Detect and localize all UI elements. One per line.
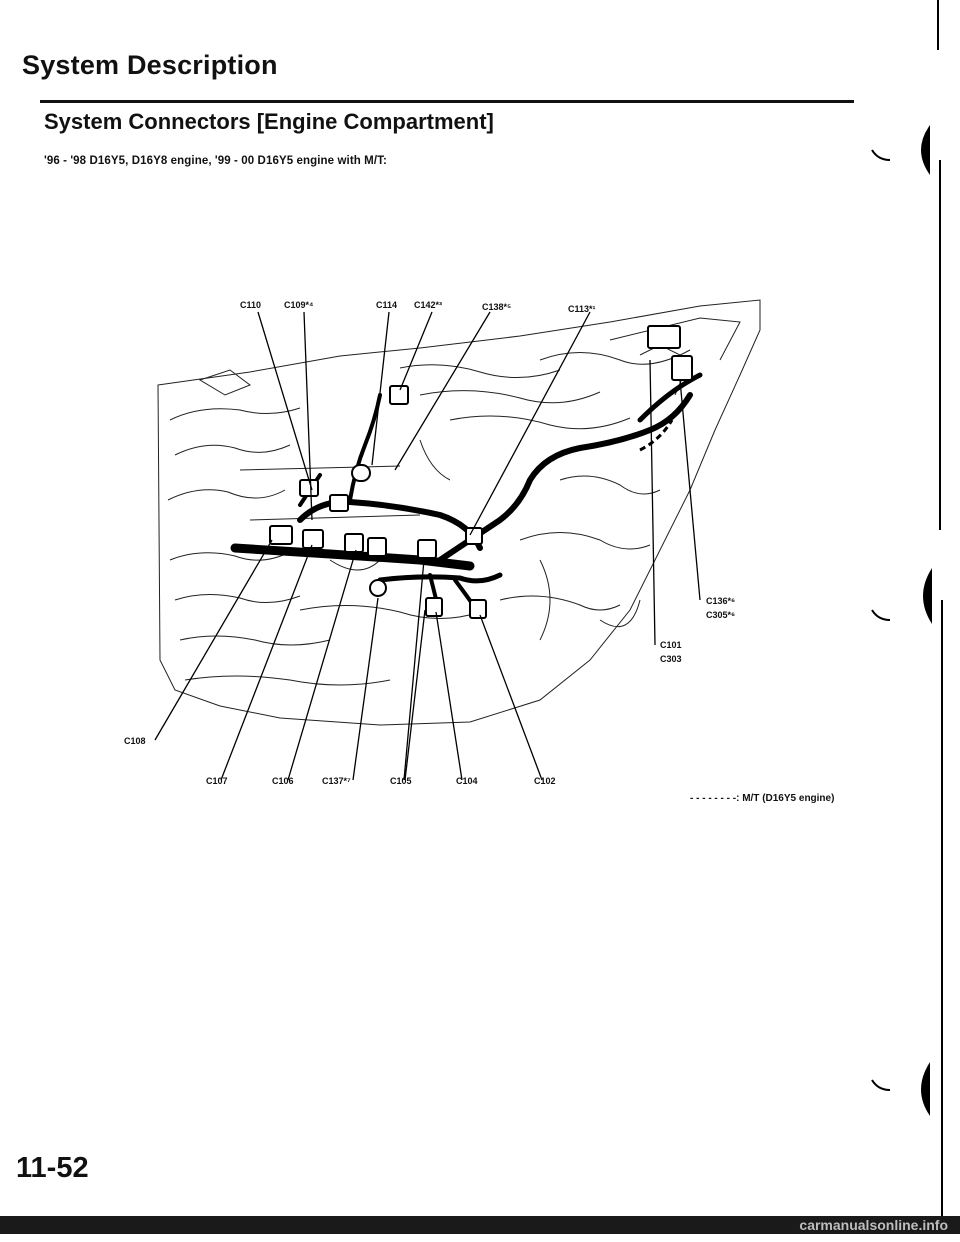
connector-c305-label: C305*⁶ — [706, 610, 736, 620]
connector-c303-label: C303 — [660, 654, 682, 664]
connector-c104-label: C104 — [456, 776, 478, 786]
connector-c113-label: C113*¹ — [568, 304, 596, 314]
connector-c102-label: C102 — [534, 776, 556, 786]
connector-c101-label: C101 — [660, 640, 682, 650]
page-title: System Description — [22, 50, 278, 80]
connector-c114-label: C114 — [376, 300, 398, 310]
connector-c106-label: C106 — [272, 776, 294, 786]
connector-c110-label: C110 — [240, 300, 262, 310]
mt-legend: - - - - - - - -: M/T (D16Y5 engine) — [690, 793, 835, 804]
page-number: 11-52 — [16, 1152, 89, 1184]
connector-c108-label: C108 — [124, 736, 146, 746]
engine-subtitle: '96 - '98 D16Y5, D16Y8 engine, '99 - 00 D16Y5 engine with M/T: — [44, 155, 387, 167]
connector-c105-label: C105 — [390, 776, 412, 786]
connector-c107-label: C107 — [206, 776, 228, 786]
connector-c138-label: C138*⁵ — [482, 302, 512, 312]
connector-c137-label: C137*⁷ — [322, 776, 351, 786]
connector-c136-label: C136*⁶ — [706, 596, 736, 606]
section-heading: System Connectors [Engine Compartment] — [44, 109, 494, 134]
footer-watermark: carmanualsonline.info — [799, 1217, 948, 1233]
connector-c142-label: C142*³ — [414, 300, 443, 310]
connector-c109-label: C109*⁴ — [284, 300, 314, 310]
